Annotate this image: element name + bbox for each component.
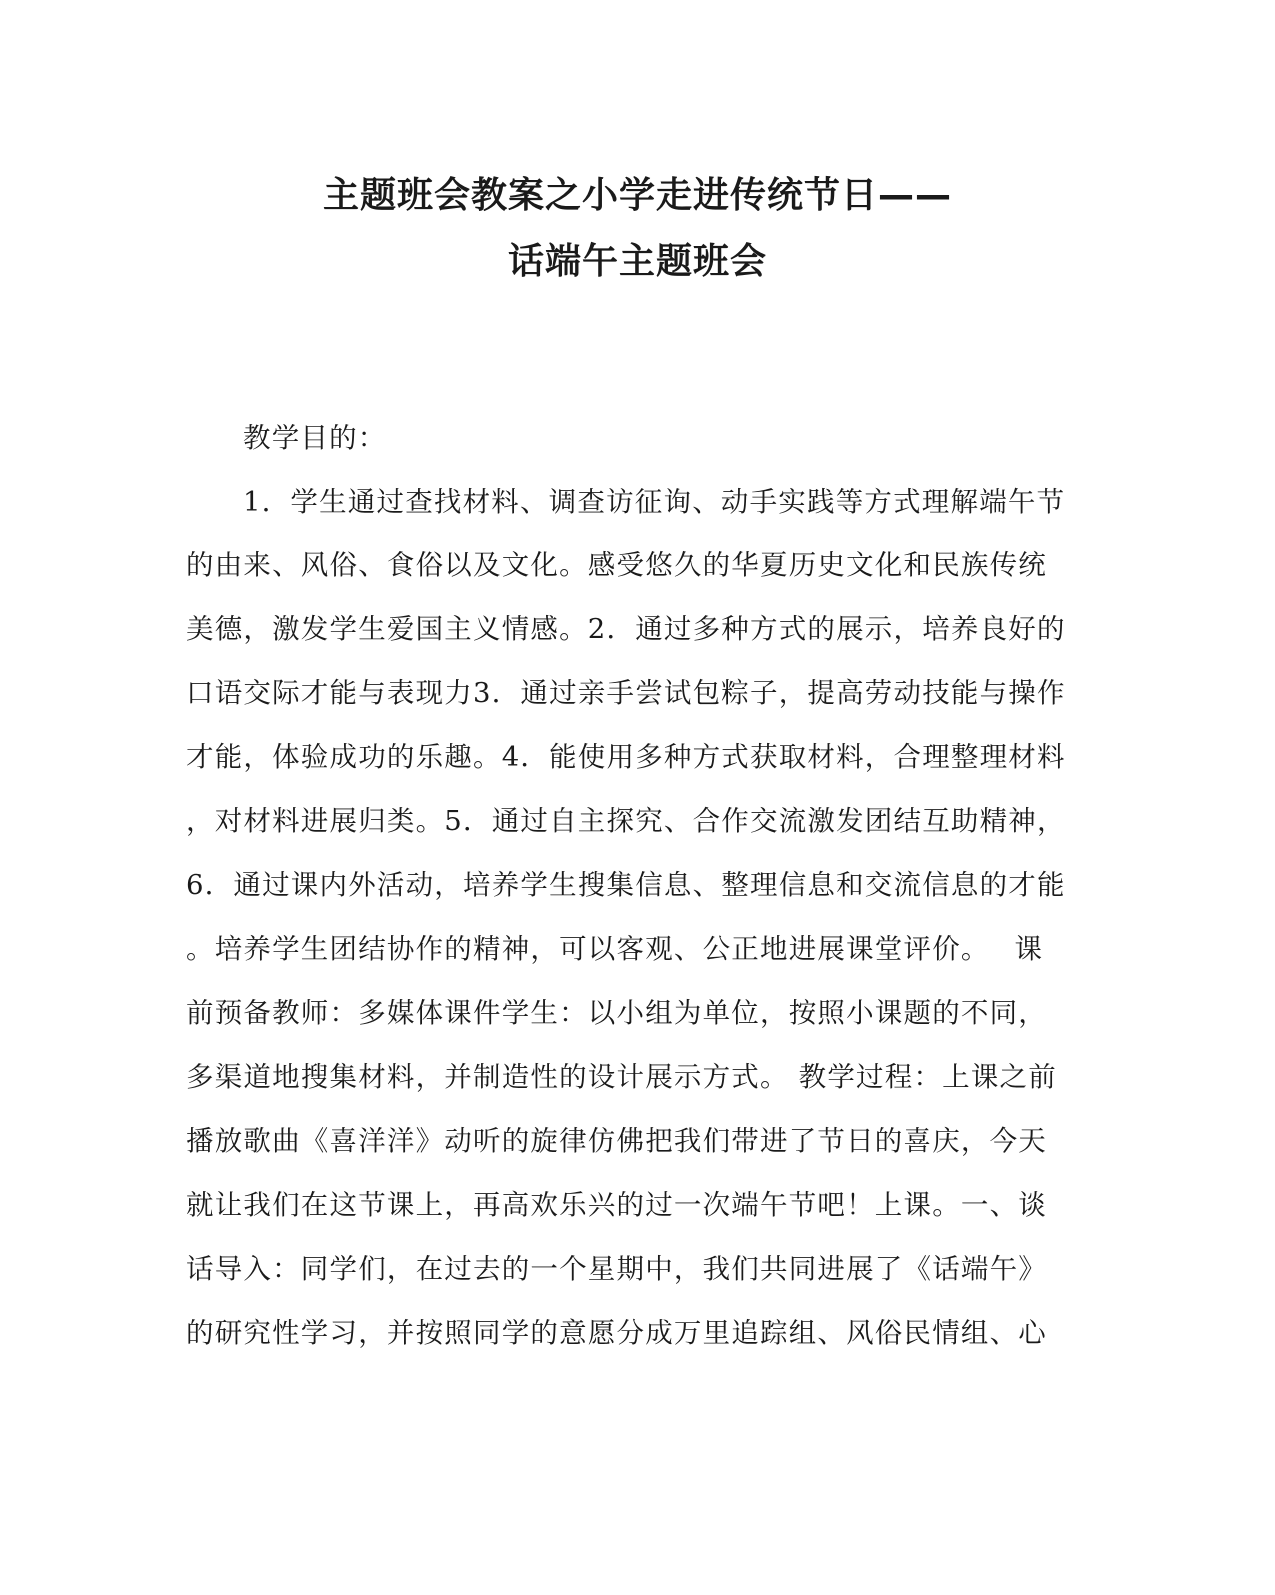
- body-line: 的由来、风俗、食俗以及文化。感受悠久的华夏历史文化和民族传统: [186, 549, 1047, 581]
- body-line: 口语交际才能与表现力3．通过亲手尝试包粽子，提高劳动技能与操作: [186, 677, 1066, 709]
- document-title-line-1: 主题班会教案之小学走进传统节日——: [322, 175, 952, 216]
- document-title-line-2: 话端午主题班会: [507, 241, 767, 282]
- body-line: 话导入：同学们，在过去的一个星期中，我们共同进展了《话端午》: [186, 1253, 1047, 1285]
- body-line: 多渠道地搜集材料，并制造性的设计展示方式。 教学过程：上课之前: [186, 1061, 1057, 1093]
- body-line: 才能，体验成功的乐趣。4．能使用多种方式获取材料，合理整理材料: [186, 741, 1066, 773]
- body-line: 6．通过课内外活动，培养学生搜集信息、整理信息和交流信息的才能: [186, 869, 1066, 901]
- body-line: 前预备教师：多媒体课件学生：以小组为单位，按照小课题的不同，: [186, 997, 1047, 1029]
- body-line: 播放歌曲《喜洋洋》动听的旋律仿佛把我们带进了节日的喜庆，今天: [186, 1125, 1047, 1157]
- body-line: 美德，激发学生爱国主义情感。2．通过多种方式的展示，培养良好的: [186, 613, 1066, 645]
- section-heading: 教学目的：: [243, 422, 387, 454]
- body-line: 。培养学生团结协作的精神，可以客观、公正地进展课堂评价。 课: [186, 933, 1044, 965]
- body-line: ，对材料进展归类。5．通过自主探究、合作交流激发团结互助精神，: [186, 805, 1066, 837]
- body-line: 1．学生通过查找材料、调查访征询、动手实践等方式理解端午节: [243, 486, 1066, 518]
- body-line: 的研究性学习，并按照同学的意愿分成万里追踪组、风俗民情组、心: [186, 1317, 1047, 1349]
- body-line: 就让我们在这节课上，再高欢乐兴的过一次端午节吧！上课。一、谈: [186, 1189, 1047, 1221]
